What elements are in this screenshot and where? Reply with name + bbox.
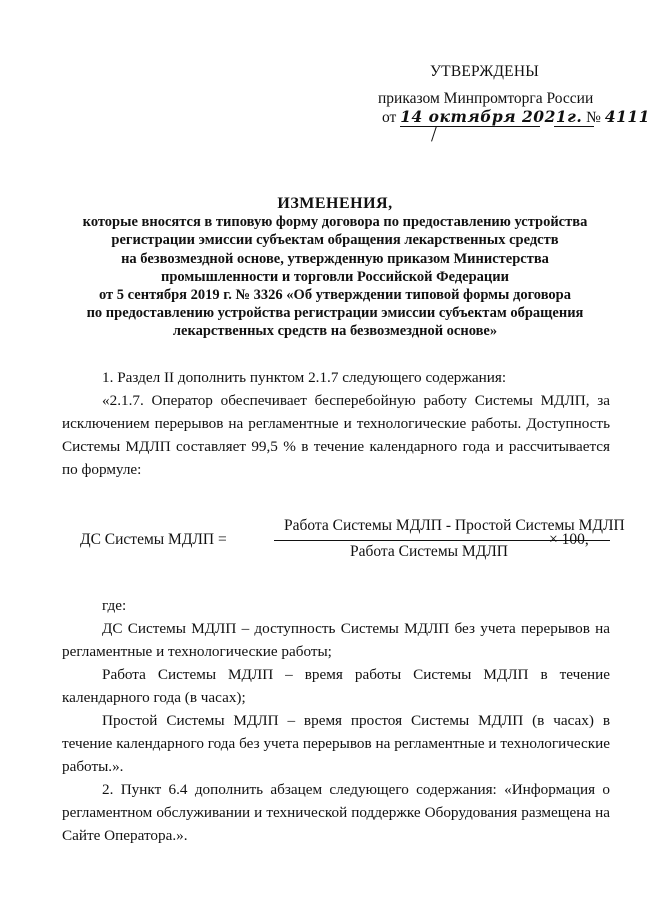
heading-line: промышленности и торговли Российской Федерации: [161, 268, 509, 285]
paragraph-3: 2. Пункт 6.4 дополнить абзацем следующего содержания: «Информация о регламентном обслуживании и технической поддержке Оборудования размещена на Сайте Оператора.».: [62, 781, 610, 844]
body-section-2: [62, 594, 610, 847]
approval-title: УТВЕРЖДЕНЫ: [430, 63, 539, 80]
formula-denominator: Работа Системы МДЛП: [350, 543, 508, 560]
handwritten-stroke: [431, 126, 437, 142]
formula-rhs: × 100,: [549, 531, 589, 548]
heading-line: от 5 сентября 2019 г. № 3326 «Об утверждении типовой формы договора: [99, 287, 571, 304]
approval-date-prefix: от: [382, 109, 397, 126]
definition-2: Работа Системы МДЛП – время работы Системы МДЛП в течение календарного года (в часах);: [62, 666, 610, 706]
formula-numerator: Работа Системы МДЛП - Простой Системы МДЛП: [284, 517, 625, 534]
heading-line: на безвозмездной основе, утвержденную приказом Министерства: [121, 250, 549, 267]
heading-title: ИЗМЕНЕНИЯ,: [277, 195, 393, 212]
approval-number-handwritten: 4111: [604, 107, 650, 126]
heading-line: которые вносятся в типовую форму договора по предоставлению устройства: [82, 214, 588, 231]
definition-1: ДС Системы МДЛП – доступность Системы МДЛП без учета перерывов на регламентные и технологические работы;: [62, 620, 610, 660]
heading-line: лекарственных средств на безвозмездной основе»: [172, 323, 498, 340]
number-underline: [554, 126, 594, 127]
availability-formula: [62, 513, 625, 563]
approval-order-line: приказом Минпромторга России: [378, 90, 594, 107]
paragraph-1: 1. Раздел II дополнить пунктом 2.1.7 следующего содержания:: [102, 369, 507, 386]
body-section-1: [62, 366, 610, 481]
heading-line: регистрации эмиссии субъектам обращения лекарственных средств: [111, 232, 559, 249]
approval-date-handwritten: 14 октября 2021г.: [400, 107, 583, 126]
definition-3: Простой Системы МДЛП – время простоя Системы МДЛП (в часах) в течение календарного года без учета перерывов на регламентные и технологические работы.».: [62, 712, 610, 775]
document-heading: [60, 195, 610, 341]
approval-date-line: [382, 107, 650, 128]
formula-lhs: ДС Системы МДЛП =: [80, 531, 227, 548]
where-label: где:: [102, 597, 127, 614]
heading-line: по предоставлению устройства регистрации эмиссии субъектам обращения: [86, 305, 584, 322]
date-underline: [400, 126, 540, 127]
paragraph-2: «2.1.7. Оператор обеспечивает бесперебойную работу Системы МДЛП, за исключением перерывов на регламентные и технологические работы. Доступность Системы МДЛП составляет 99,5 % в течение календарного года и рассчитывается по формуле:: [62, 392, 610, 478]
approval-number-label: №: [586, 109, 601, 126]
